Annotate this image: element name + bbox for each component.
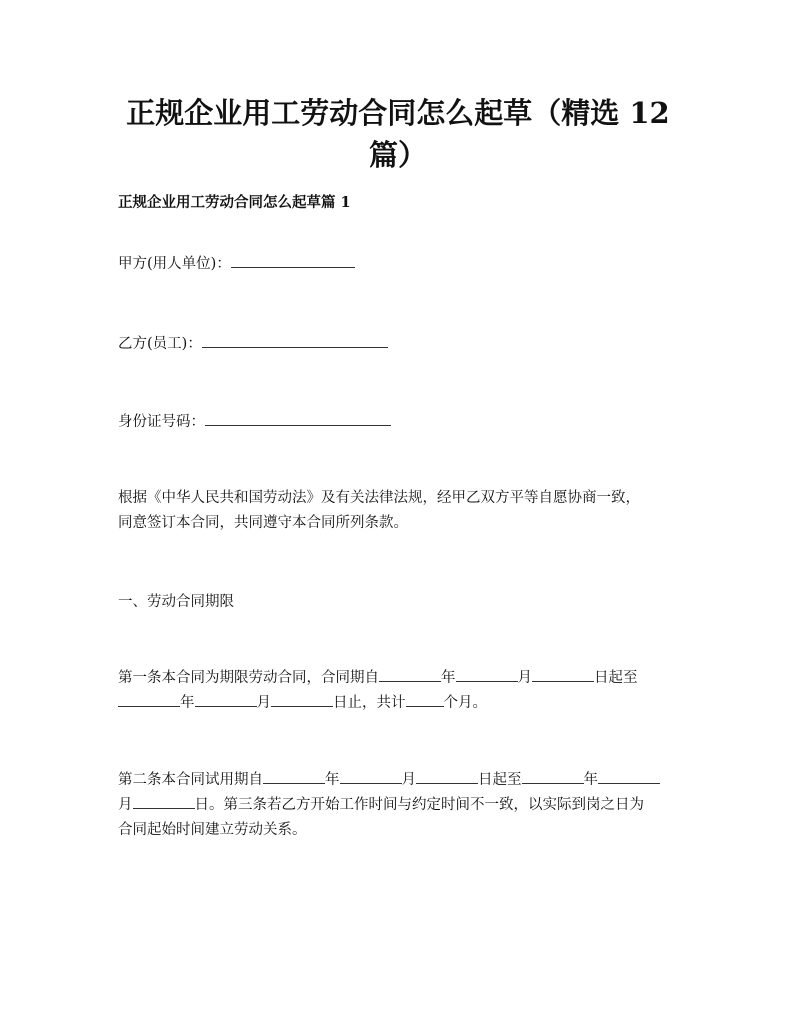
party-b-label: 乙方(员工)： — [118, 336, 202, 352]
article-1-months: 个月。 — [443, 695, 487, 711]
party-b-line — [118, 332, 684, 357]
article-1-text: 第一条本合同为期限劳动合同，合同期自 — [118, 670, 379, 686]
article-1-line-2 — [118, 691, 684, 716]
party-a-line — [118, 252, 684, 277]
article-1-paragraph — [118, 666, 684, 716]
article-2-blank — [416, 768, 478, 784]
article-1-year: 年 — [441, 670, 456, 686]
id-blank — [205, 410, 391, 426]
intro-line-1: 根据《中华人民共和国劳动法》及有关法律法规，经甲乙双方平等自愿协商一致， — [118, 490, 640, 506]
article-1-month: 月 — [517, 670, 532, 686]
intro-line-2: 同意签订本合同，共同遵守本合同所列条款。 — [118, 515, 408, 531]
section-1-heading: 一、劳动合同期限 — [118, 594, 234, 610]
article-2-month: 月 — [401, 772, 416, 788]
party-b-blank — [202, 332, 388, 348]
article-2-blank — [133, 793, 195, 809]
article-1-blank — [118, 691, 180, 707]
article-2-year-2: 年 — [583, 772, 598, 788]
id-label: 身份证号码： — [118, 414, 205, 430]
article-2-day-from: 日起至 — [478, 772, 522, 788]
title-line-1: 正规企业用工劳动合同怎么起草（精选 12 — [126, 96, 670, 130]
title-line-2: 篇） — [368, 138, 427, 172]
article-1-blank — [456, 666, 518, 682]
article-2-month-2: 月 — [118, 797, 133, 813]
article-2-blank — [340, 768, 402, 784]
intro-paragraph — [118, 486, 684, 536]
article-2-blank — [598, 768, 660, 784]
article-1-month-2: 月 — [256, 695, 271, 711]
article-2-line-3: 合同起始时间建立劳动关系。 — [118, 822, 307, 838]
article-1-blank — [406, 691, 444, 707]
article-2-blank — [263, 768, 325, 784]
section-heading: 正规企业用工劳动合同怎么起草篇 1 — [118, 194, 351, 211]
article-1-blank — [271, 691, 333, 707]
article-1-year-2: 年 — [180, 695, 195, 711]
article-1-blank — [379, 666, 441, 682]
article-1-blank — [532, 666, 594, 682]
party-a-blank — [231, 252, 355, 268]
article-2-text: 第二条本合同试用期自 — [118, 772, 263, 788]
article-2-line-2 — [118, 793, 684, 818]
article-1-blank — [195, 691, 257, 707]
article-1-day-to: 日止，共计 — [333, 695, 406, 711]
article-2-paragraph — [118, 768, 684, 843]
article-2-blank — [522, 768, 584, 784]
party-a-label: 甲方(用人单位)： — [118, 256, 231, 272]
article-2-line-1 — [118, 768, 684, 793]
article-1-line-1 — [118, 666, 684, 691]
article-1-day-from: 日起至 — [594, 670, 638, 686]
article-2-year: 年 — [325, 772, 340, 788]
article-2-rest: 日。第三条若乙方开始工作时间与约定时间不一致，以实际到岗之日为 — [194, 797, 644, 813]
document-title — [100, 92, 696, 176]
id-number-line — [118, 410, 684, 435]
